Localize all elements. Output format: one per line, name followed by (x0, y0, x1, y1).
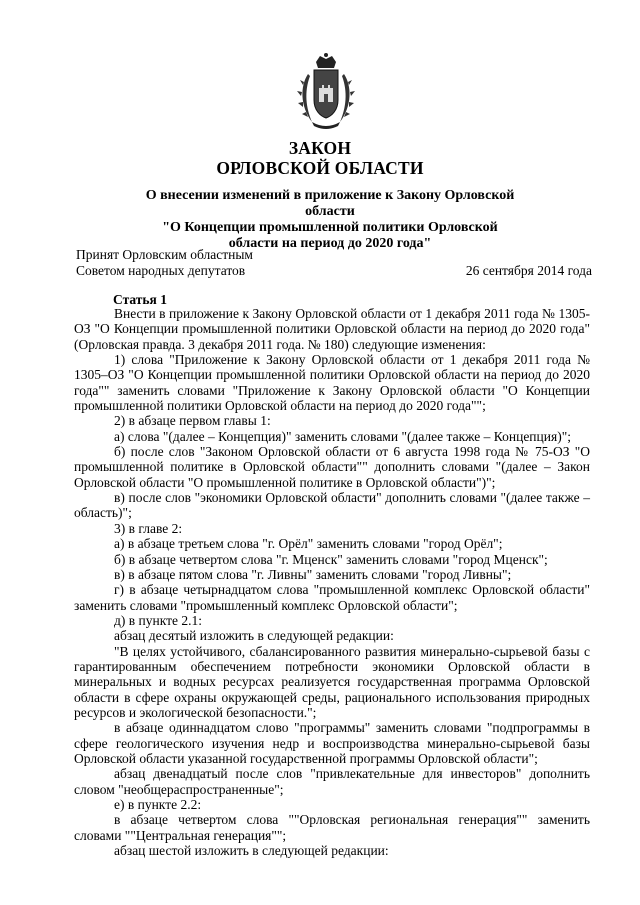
paragraph: абзац двенадцатый после слов "привлекательные для инвесторов" дополнить словом "необщераспространенные"; (74, 766, 590, 797)
law-title: ЗАКОН (288, 138, 352, 158)
paragraph: Внести в приложение к Закону Орловской области от 1 декабря 2011 года № 1305-ОЗ "О Концепции промышленной политики Орловской области на период до 2020 года" (Орловская правда. 3 декабря 2011 года. № 180) следующие изменения: (74, 306, 590, 352)
paragraph: абзац десятый изложить в следующей редакции: (114, 628, 394, 644)
paragraph: б) в абзаце четвертом слова "г. Мценск" заменить словами "город Мценск"; (114, 551, 548, 567)
paragraph: "В целях устойчивого, сбалансированного развития минерально-сырьевой базы с гарантированным обеспечением потребности экономики Орловской области в минеральных и водных ресурсах реализуется государственная программа Орловской области в сфере охраны окружающей среды, рационального использования природных ресурсов и экологической безопасности."; (74, 643, 590, 720)
paragraph: а) в абзаце третьем слова "г. Орёл" заменить словами "город Орёл"; (114, 536, 503, 552)
adoption-date: 26 сентября 2014 года (465, 263, 592, 278)
subtitle-line: "О Концепции промышленной политики Орловской (162, 220, 498, 235)
paragraph: в абзаце одиннадцатом слово "программы" заменить словами "подпрограммы в сфере геологического изучения недр и воспроизводства минерально-сырьевой базы Орловской области указанной государственной программы Орловской области"; (74, 720, 590, 766)
paragraph: б) после слов "Законом Орловской области от 6 августа 1998 года № 75-ОЗ "О промышленной политике в Орловской области"" дополнить словами "(далее – Закон Орловской области "О промышленной политике в Орловской области")"; (74, 444, 590, 490)
paragraph: г) в абзаце четырнадцатом слова "промышленной комплекс Орловской области" заменить словами "промышленный комплекс Орловской области"; (74, 582, 590, 613)
coat-of-arms-emblem (294, 52, 358, 132)
article-heading: Статья 1 (113, 292, 167, 307)
paragraph: в) в абзаце пятом слова "г. Ливны" заменить словами "город Ливны"; (114, 566, 512, 582)
subtitle-line: области на период до 2020 года" (228, 236, 432, 251)
paragraph: е) в пункте 2.2: (114, 797, 202, 812)
adoption-note (76, 247, 253, 279)
paragraph: а) слова "(далее – Концепция)" заменить словами "(далее также – Концепция)"; (114, 428, 571, 444)
article-body (74, 306, 590, 858)
paragraph: 1) слова "Приложение к Закону Орловской области от 1 декабря 2011 года № 1305–ОЗ "О Концепции промышленной политики Орловской области на период до 2020 года"" заменить словами "Приложение к Закону Орловской области "О Концепции промышленной политики Орловской области на период до 2020 года""; (74, 352, 590, 414)
law-region-title: ОРЛОВСКОЙ ОБЛАСТИ (216, 158, 424, 178)
paragraph: 3) в главе 2: (114, 520, 183, 536)
paragraph: в абзаце четвертом слова ""Орловская региональная генерация"" заменить словами ""Центральная генерация""; (74, 812, 590, 843)
law-subtitle (120, 188, 540, 252)
subtitle-line: О внесении изменений в приложение к Закону Орловской области (145, 188, 515, 219)
paragraph: д) в пункте 2.1: (114, 612, 202, 628)
paragraph: абзац шестой изложить в следующей редакции: (114, 843, 389, 859)
paragraph: 2) в абзаце первом главы 1: (114, 413, 271, 429)
adoption-line: Советом народных депутатов (76, 263, 246, 278)
adoption-line: Принят Орловским областным (76, 247, 253, 262)
paragraph: в) после слов "экономики Орловской области" дополнить словами "(далее также – область)"; (74, 490, 590, 521)
